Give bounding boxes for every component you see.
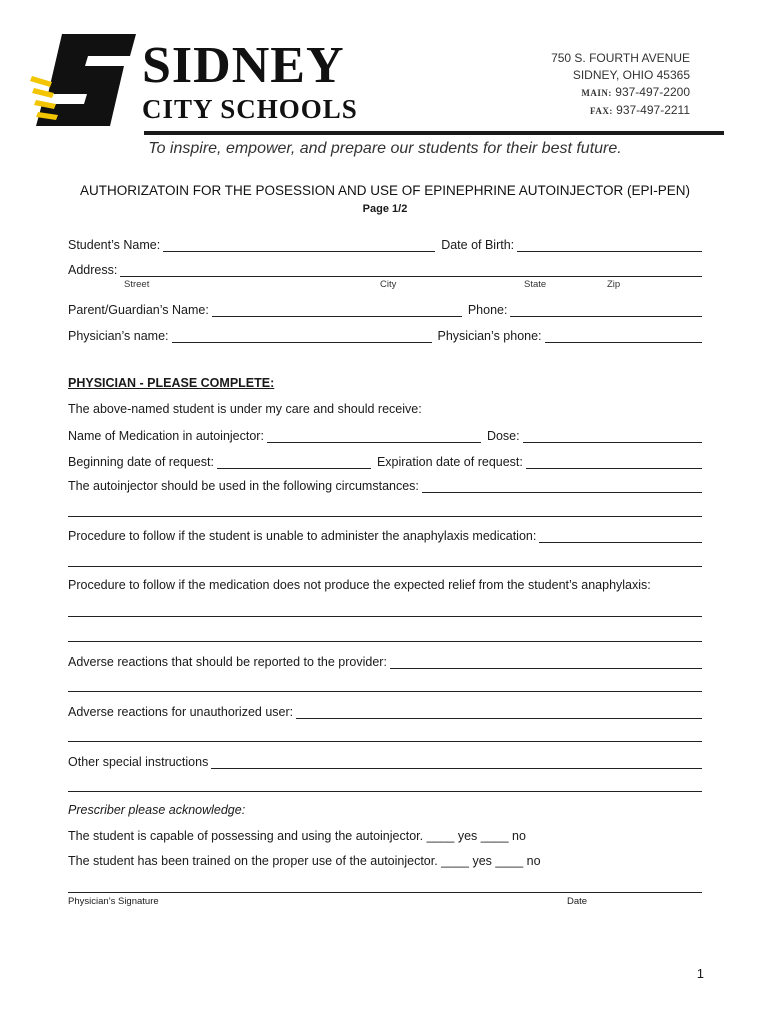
main-phone: 937-497-2200 xyxy=(615,85,690,99)
physician-row xyxy=(68,325,702,343)
other-instructions-extra-line[interactable] xyxy=(68,791,702,792)
signature-line[interactable] xyxy=(68,892,702,893)
adverse-provider-label: Adverse reactions that should be reported to the provider: xyxy=(68,655,387,669)
intro-text: The above-named student is under my care and should receive: xyxy=(68,402,422,416)
capable-statement: The student is capable of possessing and using the autoinjector. ____ yes ____ no xyxy=(68,829,526,843)
prescriber-acknowledge: Prescriber please acknowledge: xyxy=(68,803,246,817)
page-label: Page 1/2 xyxy=(362,203,408,215)
circumstances-extra-line[interactable] xyxy=(68,516,702,517)
medication-label: Name of Medication in autoinjector: xyxy=(68,429,264,443)
adverse-unauthorized-label: Adverse reactions for unauthorized user: xyxy=(68,705,294,719)
dose-field[interactable] xyxy=(523,428,702,443)
dose-label: Dose: xyxy=(486,429,520,443)
dates-row xyxy=(68,451,702,469)
begin-date-label: Beginning date of request: xyxy=(68,455,214,469)
adverse-unauthorized-extra-line[interactable] xyxy=(68,741,702,742)
fax-phone: 937-497-2211 xyxy=(616,103,690,117)
circumstances-field[interactable] xyxy=(422,478,702,493)
procedure-unable-row xyxy=(68,525,702,543)
school-subtitle: CITY SCHOOLS xyxy=(142,94,358,124)
address-row xyxy=(68,259,702,277)
procedure-no-relief-label: Procedure to follow if the medication does not produce the expected relief from the student’s anaphylaxis: xyxy=(68,578,651,592)
phone-label: Phone: xyxy=(467,303,508,317)
adverse-provider-field[interactable] xyxy=(390,654,702,669)
fax-line xyxy=(551,102,690,120)
medication-field[interactable] xyxy=(267,428,481,443)
parent-name-field[interactable] xyxy=(212,302,462,317)
student-info-row xyxy=(68,234,702,252)
procedure-no-relief-line-2[interactable] xyxy=(68,641,702,642)
street-label: Street xyxy=(124,279,150,290)
student-name-field[interactable] xyxy=(163,237,435,252)
address-line-1: 750 S. FOURTH AVENUE xyxy=(551,51,690,65)
adverse-provider-row xyxy=(68,651,702,669)
address-block xyxy=(551,50,690,120)
physician-section-heading: PHYSICIAN - PLEASE COMPLETE: xyxy=(68,376,275,390)
expiration-date-field[interactable] xyxy=(526,454,702,469)
procedure-unable-field[interactable] xyxy=(539,528,702,543)
main-phone-line xyxy=(551,84,690,102)
physician-phone-field[interactable] xyxy=(545,328,702,343)
begin-date-field[interactable] xyxy=(217,454,371,469)
district-logo xyxy=(30,30,370,130)
procedure-unable-label: Procedure to follow if the student is unable to administer the anaphylaxis medication: xyxy=(68,529,537,543)
page-number: 1 xyxy=(696,966,704,981)
adverse-unauthorized-row xyxy=(68,701,702,719)
address-line-2: SIDNEY, OHIO 45365 xyxy=(572,68,690,82)
address-field[interactable] xyxy=(120,262,702,277)
adverse-unauthorized-field[interactable] xyxy=(296,704,702,719)
other-instructions-row xyxy=(68,751,702,769)
parent-name-label: Parent/Guardian’s Name: xyxy=(68,303,209,317)
other-instructions-label: Other special instructions xyxy=(68,755,209,769)
motto: To inspire, empower, and prepare our students for their best future. xyxy=(148,140,622,157)
zip-label: Zip xyxy=(607,279,621,290)
circumstances-label: The autoinjector should be used in the following circumstances: xyxy=(68,479,419,493)
school-name: SIDNEY xyxy=(142,37,345,94)
header-rule xyxy=(144,131,724,135)
procedure-no-relief-line-1[interactable] xyxy=(68,616,702,617)
signature-label: Physician’s Signature xyxy=(68,896,159,907)
document-title: AUTHORIZATOIN FOR THE POSESSION AND USE OF EPINEPHRINE AUTOINJECTOR (EPI-PEN) xyxy=(79,183,691,198)
procedure-unable-extra-line[interactable] xyxy=(68,566,702,567)
student-name-label: Student’s Name: xyxy=(68,238,161,252)
expiration-date-label: Expiration date of request: xyxy=(376,455,523,469)
physician-phone-label: Physician’s phone: xyxy=(437,329,542,343)
sidney-s-logo-icon xyxy=(30,30,140,130)
dob-field[interactable] xyxy=(517,237,702,252)
main-phone-label: MAIN: xyxy=(581,88,612,98)
trained-statement: The student has been trained on the proper use of the autoinjector. ____ yes ____ no xyxy=(68,854,541,868)
city-label: City xyxy=(380,279,397,290)
parent-row xyxy=(68,299,702,317)
physician-name-label: Physician’s name: xyxy=(68,329,169,343)
adverse-provider-extra-line[interactable] xyxy=(68,691,702,692)
address-label: Address: xyxy=(68,263,118,277)
circumstances-row xyxy=(68,475,702,493)
physician-name-field[interactable] xyxy=(172,328,432,343)
signature-date-label: Date xyxy=(567,896,588,907)
medication-row xyxy=(68,425,702,443)
other-instructions-field[interactable] xyxy=(211,754,702,769)
fax-label: FAX: xyxy=(589,106,613,116)
phone-field[interactable] xyxy=(510,302,702,317)
dob-label: Date of Birth: xyxy=(441,238,515,252)
state-label: State xyxy=(524,279,547,290)
